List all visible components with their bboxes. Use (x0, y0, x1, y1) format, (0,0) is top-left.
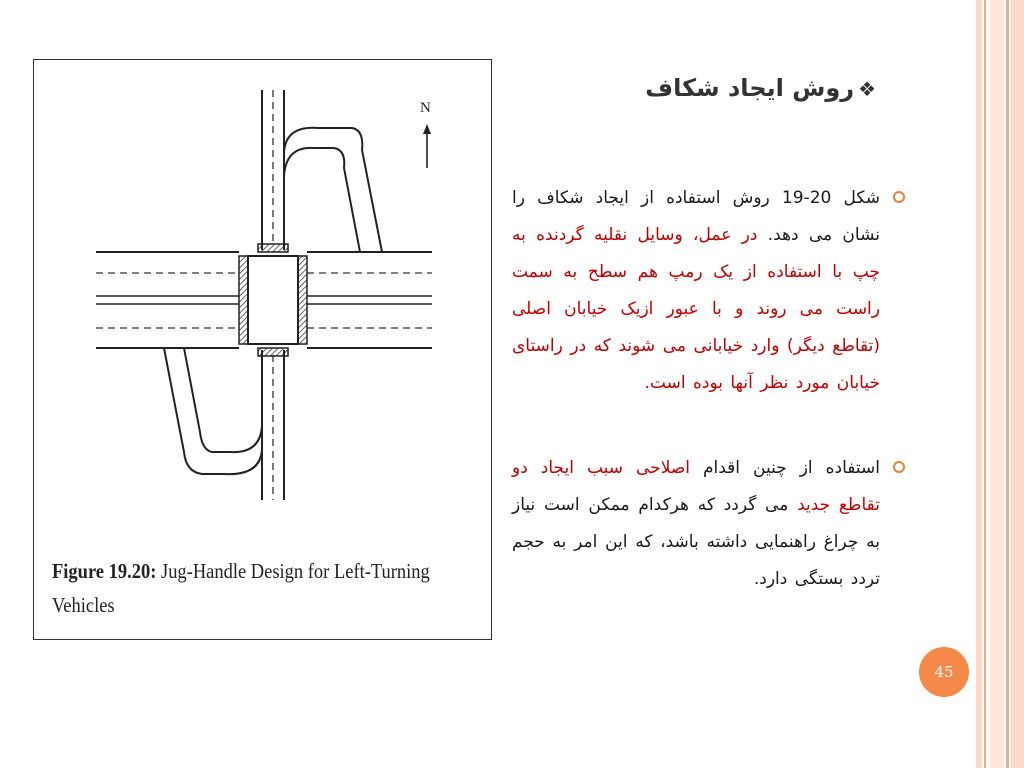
slide-title-text: روش ایجاد شکاف (645, 74, 855, 102)
jug-handle-sw-inner (184, 348, 262, 452)
paragraph-1 (512, 180, 880, 402)
jug-handle-sw-outer (164, 348, 262, 474)
crosswalk-west (239, 256, 248, 344)
paragraph-2-text-a: استفاده از چنین اقدام (690, 458, 880, 478)
bullet-circle-icon-1 (893, 191, 905, 203)
jug-handle-figure (33, 59, 492, 640)
slide-title (520, 66, 876, 111)
paragraph-1-text: شکل 20-19 روش استفاده از ایجاد شکاف را نشان می دهد. (512, 188, 880, 245)
crosswalk-north (258, 244, 288, 252)
bullet-circle-icon-2 (893, 461, 905, 473)
edge-stripe-1 (976, 0, 982, 768)
page-number-badge (919, 647, 969, 697)
paragraph-1-highlight: در عمل، وسایل نقلیه گردنده به چپ با استفاده از یک رمپ هم سطح به سمت راست می روند و با عبور ازیک خیابان اصلی (تقاطع دیگر) وارد خیابانی می شوند که در راستای خیابان مورد نظر آنها بوده است. (512, 225, 880, 393)
paragraph-2 (512, 450, 880, 598)
edge-stripe-3 (990, 0, 1004, 768)
page-number: 45 (934, 663, 954, 681)
jug-handle-ne-outer (284, 128, 382, 252)
north-label: N (420, 100, 431, 116)
crosswalk-east (298, 256, 307, 344)
figure-caption-number: Figure 19.20: (52, 559, 157, 583)
paragraph-2-highlight: اصلاحی سبب ایجاد دو تقاطع جدید (512, 458, 880, 515)
figure-caption-text: Jug-Handle Design for Left-Turning Vehicles (52, 559, 430, 617)
paragraph-2-text-b: می گردد که هرکدام ممکن است نیاز به چراغ راهنمایی داشته باشد، که این امر به حجم تردد بستگی دارد. (512, 495, 880, 589)
edge-stripe-5 (1011, 0, 1024, 768)
edge-stripe-4 (1006, 0, 1009, 768)
figure-caption (52, 554, 439, 622)
north-arrow-icon (423, 124, 431, 168)
diamond-bullet-icon: ❖ (858, 77, 876, 101)
edge-stripe-2 (984, 0, 986, 768)
intersection-box (248, 256, 298, 344)
crosswalk-south (258, 348, 288, 356)
jug-handle-ne-inner (284, 148, 360, 252)
